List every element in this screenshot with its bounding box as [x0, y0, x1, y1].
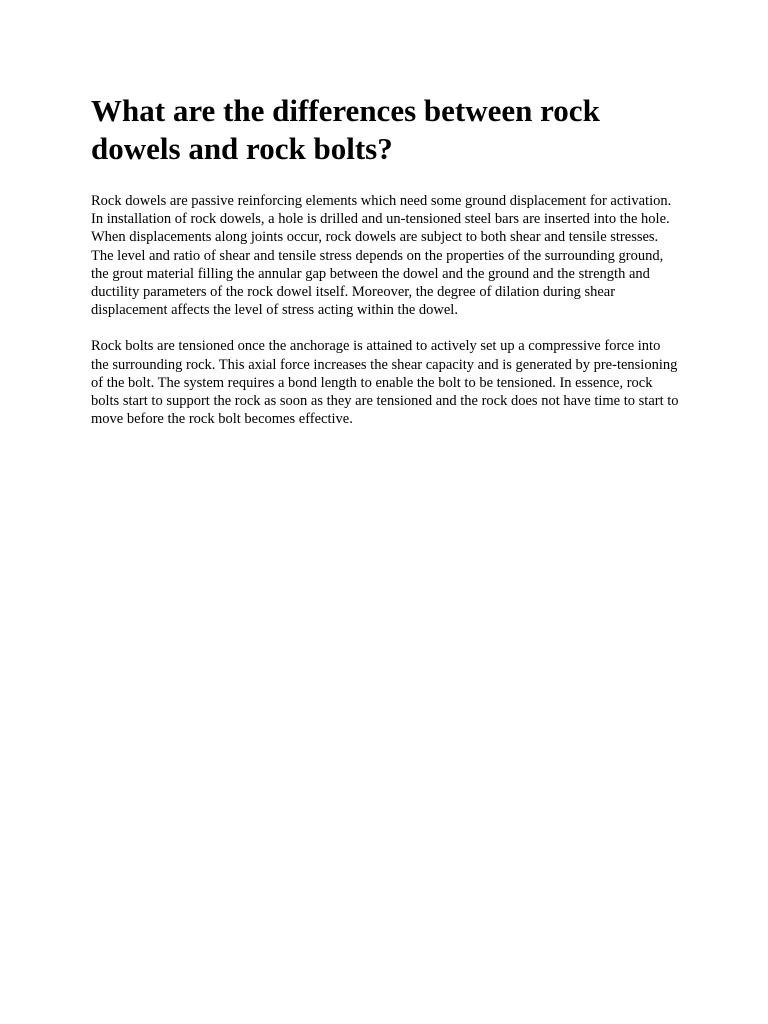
- paragraph-rock-dowels: Rock dowels are passive reinforcing elements which need some ground displacement for activation. In installation of rock dowels, a hole is drilled and un-tensioned steel bars are inserted into the hole. When displacements along joints occur, rock dowels are subject to both shear and tensile stresses. The level and ratio of shear and tensile stress depends on the properties of the surrounding ground, the grout material filling the annular gap between the dowel and the ground and the strength and ductility parameters of the rock dowel itself. Moreover, the degree of dilation during shear displacement affects the level of stress acting within the dowel.: [91, 193, 672, 319]
- paragraph-rock-bolts: Rock bolts are tensioned once the anchorage is attained to actively set up a compressive force into the surrounding rock. This axial force increases the shear capacity and is generated by pre-tensioning of the bolt. The system requires a bond length to enable the bolt to be tensioned. In essence, rock bolts start to support the rock as soon as they are tensioned and the rock does not have time to start to move before the rock bolt becomes effective.: [91, 338, 679, 428]
- page-title: What are the differences between rock dowels and rock bolts?: [91, 93, 600, 166]
- document-page: [91, 92, 679, 446]
